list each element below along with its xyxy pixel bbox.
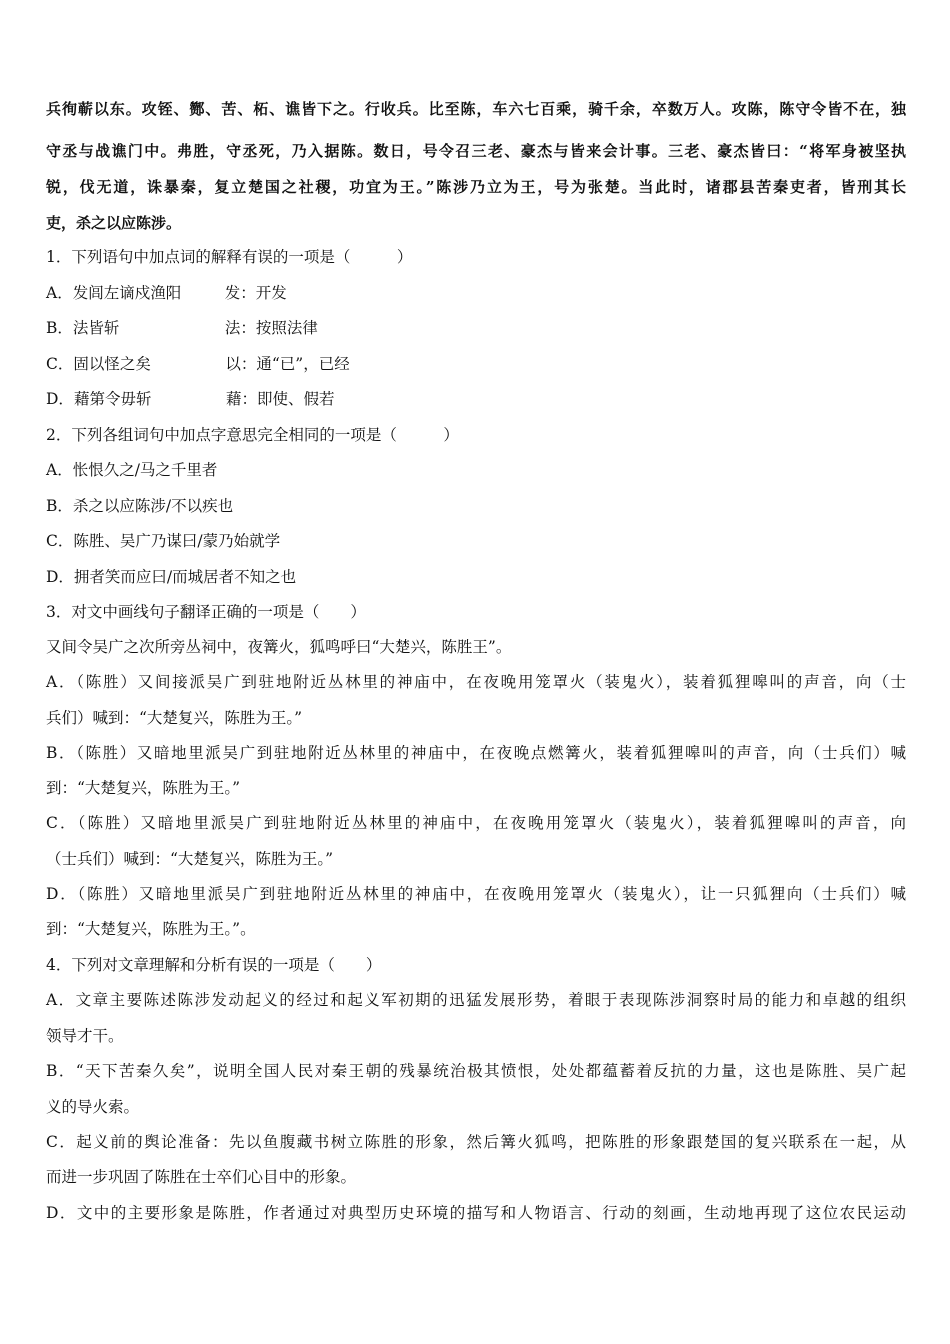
option-text: 藉第令毋斩 — [73, 390, 152, 408]
q1-option-a — [46, 282, 906, 304]
q3-option-a-cont: 兵们）喊到：“大楚复兴，陈胜为王。” — [46, 709, 303, 727]
q3-option-c: C．（陈胜）又暗地里派吴广到驻地附近丛林里的神庙中，在夜晚用笼罩火（装鬼火），装着狐狸嗥叫的声音，向 — [46, 814, 906, 832]
option-label: C． — [46, 355, 74, 373]
q1-option-d — [46, 388, 906, 410]
q3-option-d: D．（陈胜）又暗地里派吴广到驻地附近丛林里的神庙中，在夜晚用笼罩火（装鬼火），让一只狐狸向（士兵们）喊 — [46, 885, 906, 903]
q4-option-c-cont: 而进一步巩固了陈胜在士卒们心目中的形象。 — [46, 1168, 357, 1186]
option-gloss: 以：通“已”，已经 — [225, 355, 350, 373]
passage-line: 兵徇蕲以东。攻铚、酂、苦、柘、谯皆下之。行收兵。比至陈，车六七百乘，骑千余，卒数万人。攻陈，陈守令皆不在，独 — [46, 100, 906, 118]
q4-option-d: D．文中的主要形象是陈胜，作者通过对典型历史环境的描写和人物语言、行动的刻画，生动地再现了这位农民运动 — [46, 1204, 906, 1222]
option-label: B． — [46, 319, 73, 337]
q2-option-c: C．陈胜、吴广乃谋曰/蒙乃始就学 — [46, 532, 281, 550]
question-2-stem: 2．下列各组词句中加点字意思完全相同的一项是（ ） — [46, 426, 459, 444]
q1-option-c — [46, 353, 906, 375]
option-gloss: 藉：即使、假若 — [225, 390, 335, 408]
q4-option-a-cont: 领导才干。 — [46, 1027, 124, 1045]
q3-option-c-cont: （士兵们）喊到：“大楚复兴，陈胜为王。” — [46, 850, 334, 868]
q2-option-a: A．怅恨久之/马之千里者 — [46, 461, 218, 479]
q3-option-b: B．（陈胜）又暗地里派吴广到驻地附近丛林里的神庙中，在夜晚点燃篝火，装着狐狸嗥叫的声音，向（士兵们）喊 — [46, 744, 906, 762]
passage-line: 锐，伐无道，诛暴秦，复立楚国之社稷，功宜为王。”陈涉乃立为王，号为张楚。当此时，诸郡县苦秦吏者，皆刑其长 — [46, 178, 906, 196]
q4-option-b: B．“天下苦秦久矣”，说明全国人民对秦王朝的残暴统治极其愤恨，处处都蕴蓄着反抗的力量，这也是陈胜、吴广起 — [46, 1062, 906, 1080]
passage-line: 吏，杀之以应陈涉。 — [46, 214, 182, 232]
option-label: A． — [46, 284, 73, 302]
q4-option-c: C．起义前的舆论准备：先以鱼腹藏书树立陈胜的形象，然后篝火狐鸣，把陈胜的形象跟楚国的复兴联系在一起，从 — [46, 1133, 906, 1151]
q2-option-d: D．拥者笑而应曰/而城居者不知之也 — [46, 568, 297, 586]
q2-option-b: B．杀之以应陈涉/不以疾也 — [46, 497, 234, 515]
question-4-stem: 4．下列对文章理解和分析有误的一项是（ ） — [46, 956, 382, 974]
passage-line: 守丞与战谯门中。弗胜，守丞死，乃入据陈。数日，号令召三老、豪杰与皆来会计事。三老、豪杰皆曰：“将军身被坚执 — [46, 142, 906, 160]
q3-option-d-cont: 到：“大楚复兴，陈胜为王。”。 — [46, 920, 256, 938]
q3-quote: 又间令吴广之次所旁丛祠中，夜篝火，狐鸣呼曰“大楚兴，陈胜王”。 — [46, 638, 512, 656]
option-text: 发闾左谪戍渔阳 — [72, 284, 182, 302]
q3-option-a: A．（陈胜）又间接派吴广到驻地附近丛林里的神庙中，在夜晚用笼罩火（装鬼火），装着狐狸嗥叫的声音，向（士 — [46, 673, 906, 691]
option-gloss: 发：开发 — [224, 284, 287, 302]
question-1-stem: 1．下列语句中加点词的解释有误的一项是（ ） — [46, 248, 413, 266]
q4-option-b-cont: 义的导火索。 — [46, 1098, 140, 1116]
q4-option-a: A．文章主要陈述陈涉发动起义的经过和起义军初期的迅猛发展形势，着眼于表现陈涉洞察时局的能力和卓越的组织 — [46, 991, 906, 1009]
q1-option-b — [46, 317, 906, 339]
option-gloss: 法：按照法律 — [224, 319, 318, 337]
q3-option-b-cont: 到：“大楚复兴，陈胜为王。” — [46, 779, 241, 797]
option-label: D． — [46, 390, 74, 408]
option-text: 固以怪之矣 — [73, 355, 151, 373]
option-text: 法皆斩 — [72, 319, 120, 337]
question-3-stem: 3．对文中画线句子翻译正确的一项是（ ） — [46, 603, 366, 621]
